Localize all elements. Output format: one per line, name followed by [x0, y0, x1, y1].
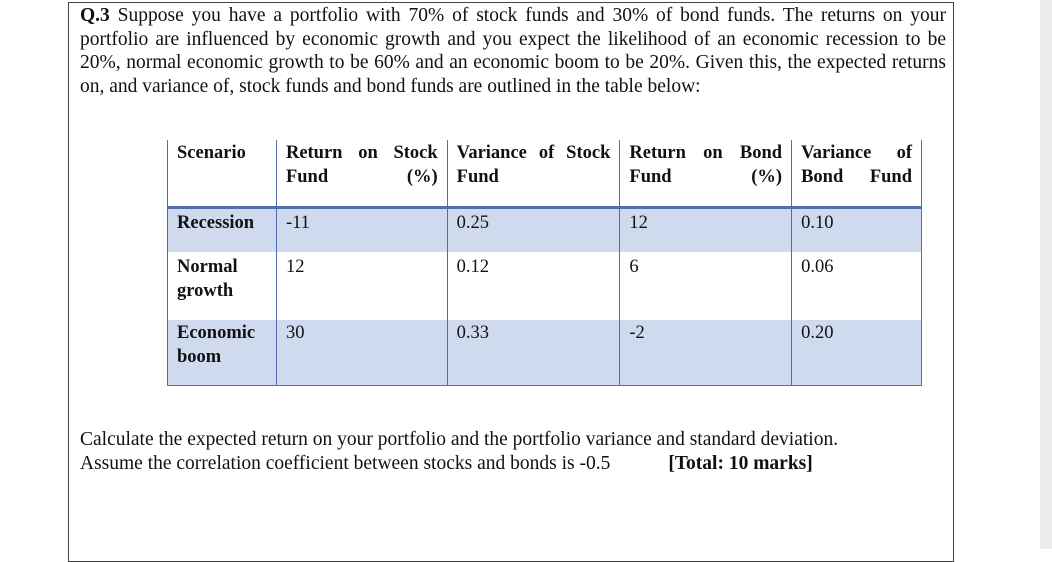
- stock-variance-cell: 0.12: [447, 252, 620, 320]
- stock-return-cell: 12: [276, 252, 447, 320]
- table-row: [168, 320, 922, 386]
- total-marks: [Total: 10 marks]: [668, 452, 813, 474]
- instruction-paragraph: [80, 428, 946, 475]
- instruction-line-1: Calculate the expected return on your portfolio and the portfolio variance and standard deviation.: [80, 429, 839, 450]
- stock-variance-cell: 0.33: [447, 320, 620, 386]
- header-bond-return: Return on Bond Fund (%): [620, 140, 792, 208]
- scenario-cell: Economic boom: [168, 320, 277, 386]
- table-row: [168, 208, 922, 253]
- scenario-cell: Normal growth: [168, 252, 277, 320]
- header-stock-variance: Variance of Stock Fund: [447, 140, 620, 208]
- question-number: Q.3: [80, 5, 110, 26]
- question-paragraph: [80, 4, 946, 98]
- scenario-cell: Recession: [168, 208, 277, 253]
- stock-return-cell: 30: [276, 320, 447, 386]
- table-row: [168, 252, 922, 320]
- instruction-correlation: Assume the correlation coefficient between stocks and bonds is -0.5: [80, 452, 611, 474]
- instruction-line-2: [80, 452, 946, 476]
- header-scenario: Scenario: [168, 140, 277, 208]
- bond-variance-cell: 0.20: [792, 320, 922, 386]
- header-bond-variance: Variance of Bond Fund: [792, 140, 922, 208]
- bond-variance-cell: 0.10: [792, 208, 922, 253]
- bond-variance-cell: 0.06: [792, 252, 922, 320]
- bond-return-cell: 6: [620, 252, 792, 320]
- page-edge-shade: [1040, 0, 1052, 549]
- question-text: Suppose you have a portfolio with 70% of stock funds and 30% of bond funds. The returns on your portfolio are influenced by economic growth and you expect the likelihood of an economic recession to be 20%, normal economic growth to be 60% and an economic boom to be 20%. Given this, the expected returns on, and variance of, stock funds and bond funds are outlined in the table below:: [80, 5, 946, 97]
- stock-return-cell: -11: [276, 208, 447, 253]
- bond-return-cell: -2: [620, 320, 792, 386]
- bond-return-cell: 12: [620, 208, 792, 253]
- returns-table: [167, 140, 922, 386]
- stock-variance-cell: 0.25: [447, 208, 620, 253]
- header-stock-return: Return on Stock Fund (%): [276, 140, 447, 208]
- table-header-row: [168, 140, 922, 208]
